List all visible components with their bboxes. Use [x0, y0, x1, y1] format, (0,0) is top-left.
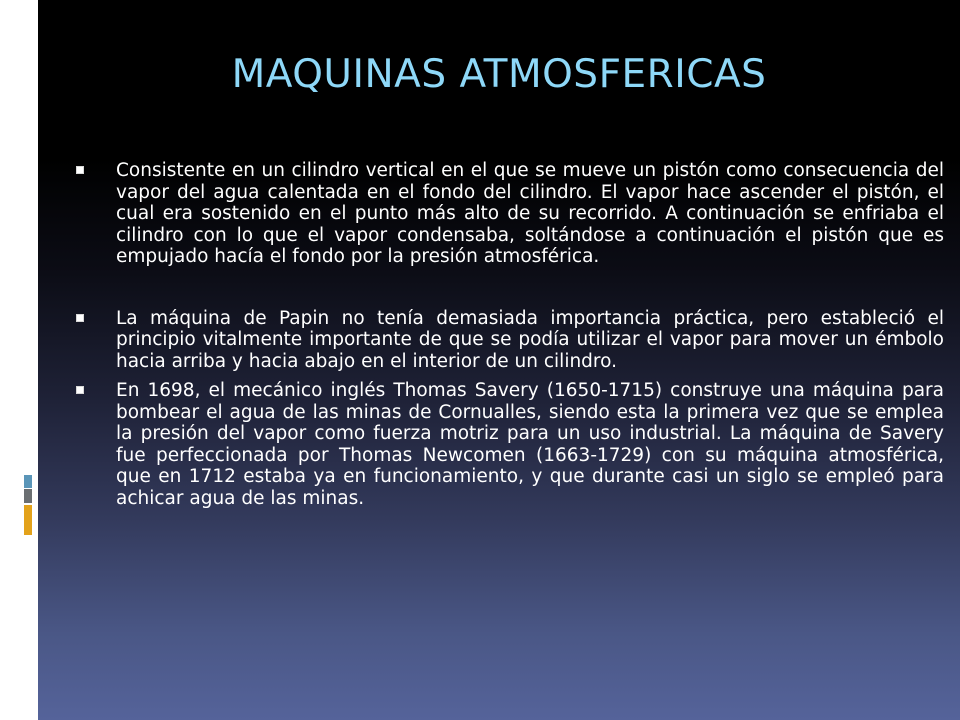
bullet-item [116, 160, 944, 268]
slide-title: MAQUINAS ATMOSFERICAS [231, 52, 767, 97]
square-bullet-icon [76, 166, 84, 174]
left-stripe [0, 0, 38, 720]
square-bullet-icon [76, 386, 84, 394]
bullet-item [116, 308, 944, 373]
square-bullet-icon [76, 314, 84, 322]
decor-bar-blue [24, 475, 32, 488]
bullet-text: La máquina de Papin no tenía demasiada importancia práctica, pero estableció el principio vitalmente importante de que se podía utilizar el vapor para mover un émbolo hacia arriba y hacia abajo en el interior de un cilindro. [116, 307, 944, 372]
decor-bar-gray [24, 489, 32, 503]
decor-bar-gold [24, 505, 32, 535]
bullet-item [116, 380, 944, 509]
bullet-list [116, 160, 944, 509]
bullet-text: En 1698, el mecánico inglés Thomas Savery (1650-1715) construye una máquina para bombear el agua de las minas de Cornualles, siendo esta la primera vez que se emplea la presión del vapor como fuerza motriz para un uso industrial. La máquina de Savery fue perfeccionada por Thomas Newcomen (1663-1729) con su máquina atmosférica, que en 1712 estaba ya en funcionamiento, y que durante casi un siglo se empleó para achicar agua de las minas. [116, 380, 944, 509]
bullet-text: Consistente en un cilindro vertical en el que se mueve un pistón como consecuencia del vapor del agua calentada en el fondo del cilindro. El vapor hace ascender el pistón, el cual era sostenido en el punto más alto de su recorrido. A continuación se enfriaba el cilindro con lo que el vapor condensaba, soltándose a continuación el pistón que es empujado hacía el fondo por la presión atmosférica. [116, 160, 944, 267]
slide [38, 0, 960, 720]
